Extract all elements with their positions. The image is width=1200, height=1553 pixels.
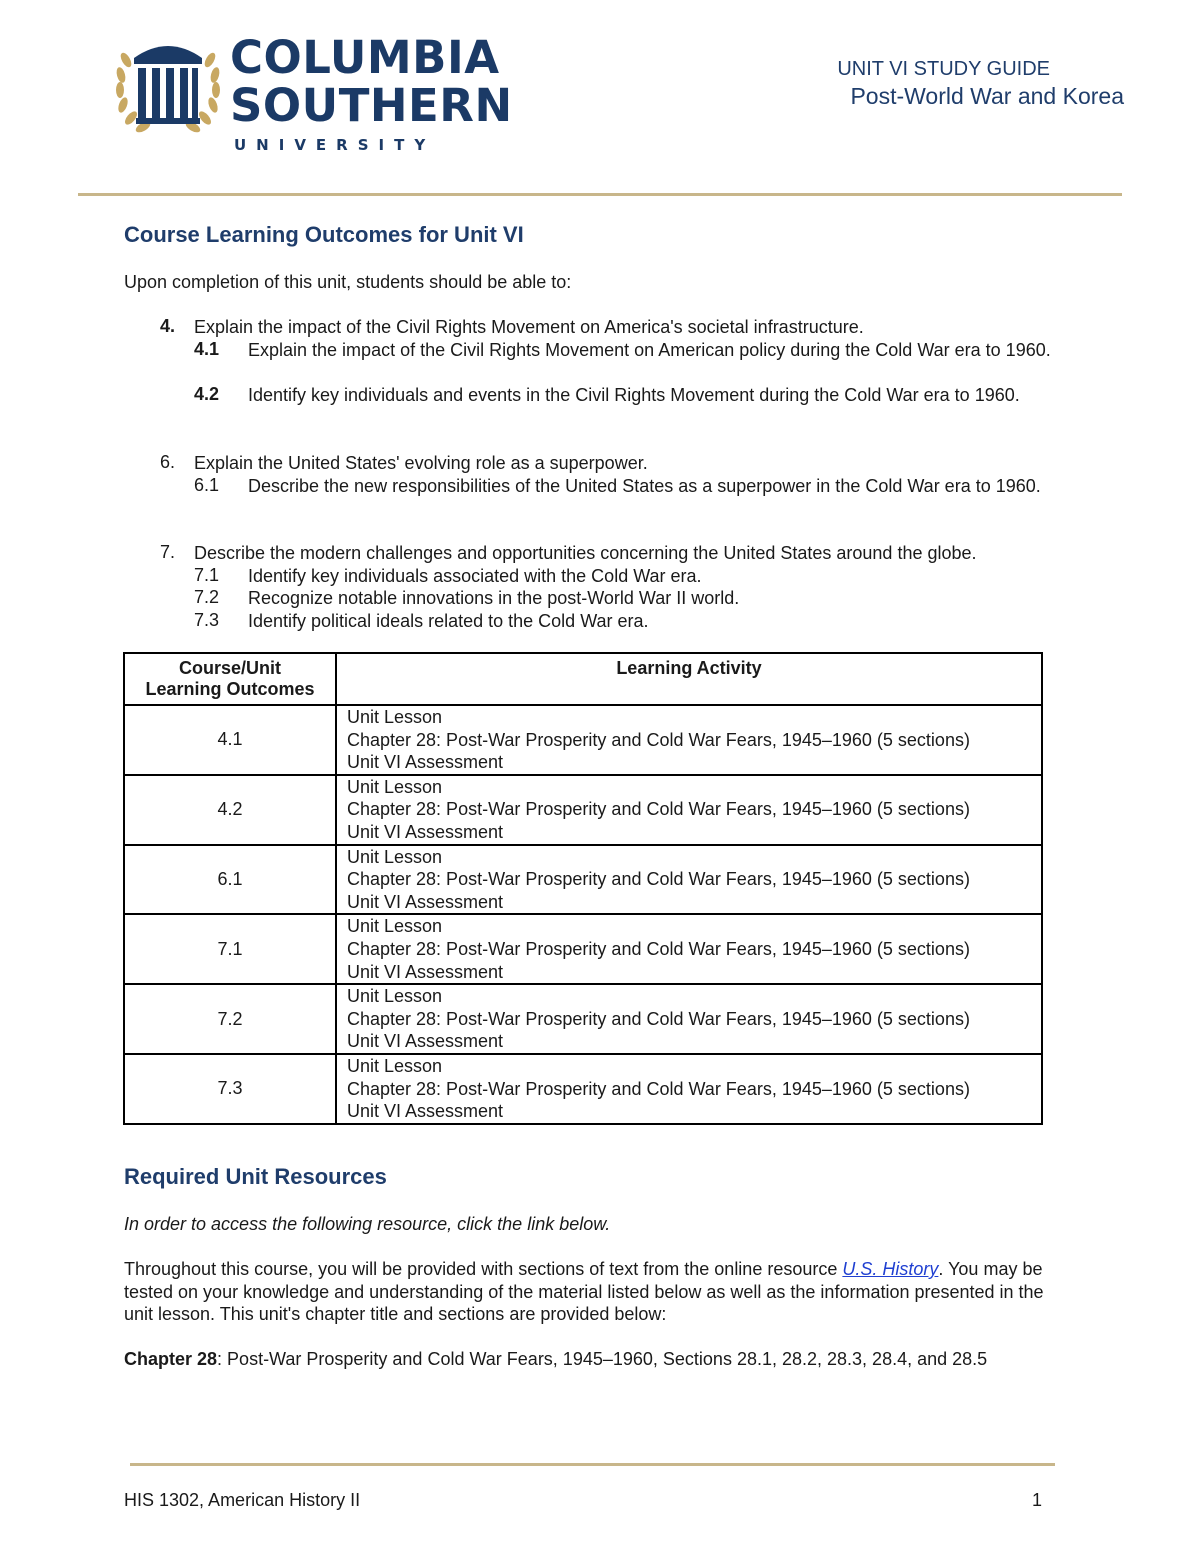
table-row [124, 984, 1042, 1054]
chapter-text: : Post-War Prosperity and Cold War Fears, 1945–1960, Sections 28.1, 28.2, 28.3, 28.4, and 28.5 [217, 1349, 988, 1369]
sub-outcome-number: 6.1 [194, 475, 220, 495]
chapter-label: Chapter 28 [124, 1349, 218, 1369]
table-row [124, 1054, 1042, 1124]
paragraph-text: . You may be tested on your knowledge and understanding of the material listed below as well as the information presented in the unit lesson. This unit's chapter title and sections are provided below: [124, 1259, 1044, 1324]
outcome-text: Explain the United States' evolving role as a superpower. [194, 453, 648, 473]
activity-line: Unit Lesson [347, 776, 443, 797]
university-logo [112, 30, 513, 155]
footer-divider [130, 1463, 1055, 1466]
activity-line: Unit Lesson [347, 707, 443, 727]
activity-line: Unit VI Assessment [347, 821, 504, 842]
sub-outcome-text: Explain the impact of the Civil Rights Movement on American policy during the Cold War era to 1960. [248, 340, 1051, 360]
activity-line: Chapter 28: Post-War Prosperity and Cold War Fears, 1945–1960 (5 sections) [347, 1078, 970, 1099]
table-row [124, 775, 1042, 845]
activity-line: Unit VI Assessment [347, 961, 504, 982]
activity-cell [336, 914, 1042, 984]
activity-line: Unit VI Assessment [347, 891, 504, 912]
sub-outcome-text: Identify political ideals related to the Cold War era. [248, 611, 649, 631]
activity-line: Unit Lesson [347, 986, 443, 1007]
col-header-activity: Learning Activity [336, 653, 1042, 705]
outcome-text: Explain the impact of the Civil Rights Movement on America's societal infrastructure. [194, 317, 864, 337]
activity-cell [336, 845, 1042, 915]
activity-cell [336, 1054, 1042, 1124]
header-divider [78, 193, 1122, 196]
activity-line: Chapter 28: Post-War Prosperity and Cold War Fears, 1945–1960 (5 sections) [347, 869, 970, 890]
col-header-line: Learning Outcomes [145, 679, 315, 699]
logo-wordmark [230, 31, 513, 154]
outcome-number: 6. [160, 452, 176, 472]
learning-activity-table [123, 652, 1043, 1125]
activity-line: Chapter 28: Post-War Prosperity and Cold War Fears, 1945–1960 (5 sections) [347, 799, 970, 820]
outcomes-heading: Course Learning Outcomes for Unit VI [124, 222, 524, 247]
activity-line: Unit Lesson [347, 916, 443, 937]
activity-line: Chapter 28: Post-War Prosperity and Cold War Fears, 1945–1960 (5 sections) [347, 1008, 970, 1029]
activity-line: Chapter 28: Post-War Prosperity and Cold War Fears, 1945–1960 (5 sections) [347, 938, 970, 959]
activity-line: Unit Lesson [347, 846, 443, 867]
sub-outcome-text: Describe the new responsibilities of the United States as a superpower in the Cold War era to 1960. [248, 476, 1041, 496]
resources-heading: Required Unit Resources [124, 1164, 387, 1189]
outcome-code-cell: 7.3 [124, 1054, 336, 1124]
study-guide-topic: Post-World War and Korea [850, 83, 1124, 109]
activity-line: Chapter 28: Post-War Prosperity and Cold War Fears, 1945–1960 (5 sections) [347, 729, 970, 750]
sub-outcome-number: 7.3 [194, 610, 220, 630]
us-history-link[interactable]: U.S. History [842, 1259, 939, 1279]
outcome-code-cell: 4.1 [124, 705, 336, 775]
outcome-text: Describe the modern challenges and opportunities concerning the United States around the globe. [194, 543, 977, 563]
outcome-code-cell: 7.1 [124, 914, 336, 984]
activity-line: Unit VI Assessment [347, 1101, 504, 1122]
logo-line-1: COLUMBIA [230, 31, 500, 84]
sub-outcome-text: Identify key individuals and events in the Civil Rights Movement during the Cold War era to 1960. [248, 385, 1020, 405]
page-number: 1 [1032, 1490, 1043, 1510]
activity-cell [336, 775, 1042, 845]
paragraph-text: Throughout this course, you will be provided with sections of text from the online resource [124, 1259, 843, 1279]
sub-outcome-number: 4.1 [194, 339, 220, 359]
table-header-row [124, 653, 1042, 705]
sub-outcome-number: 7.2 [194, 587, 220, 607]
activity-cell [336, 984, 1042, 1054]
outcome-code-cell: 4.2 [124, 775, 336, 845]
activity-cell [336, 705, 1042, 775]
col-header-line: Course/Unit [178, 658, 281, 678]
sub-outcome-number: 4.2 [194, 384, 220, 404]
sub-outcome-number: 7.1 [194, 565, 220, 585]
activity-line: Unit VI Assessment [347, 752, 504, 773]
outcome-code-cell: 7.2 [124, 984, 336, 1054]
logo-line-3: UNIVERSITY [234, 136, 436, 154]
resources-paragraph [124, 1258, 1064, 1326]
table-row [124, 705, 1042, 775]
activity-line: Unit Lesson [347, 1055, 443, 1076]
table-row [124, 914, 1042, 984]
outcome-number: 7. [160, 542, 176, 562]
resources-instruction: In order to access the following resource, click the link below. [124, 1214, 611, 1234]
study-guide-label: UNIT VI STUDY GUIDE [837, 58, 1050, 80]
sub-outcome-text: Recognize notable innovations in the post-World War II world. [248, 588, 740, 608]
footer-course: HIS 1302, American History II [124, 1490, 361, 1510]
sub-outcome-text: Identify key individuals associated with the Cold War era. [248, 566, 702, 586]
activity-line: Unit VI Assessment [347, 1031, 504, 1052]
table-row [124, 845, 1042, 915]
columns-crest-icon [112, 30, 224, 150]
chapter-line [124, 1348, 987, 1371]
outcomes-intro: Upon completion of this unit, students should be able to: [124, 272, 572, 292]
logo-line-2: SOUTHERN [230, 79, 513, 132]
outcome-number: 4. [160, 316, 176, 336]
outcome-code-cell: 6.1 [124, 845, 336, 915]
col-header-outcomes [124, 653, 336, 705]
